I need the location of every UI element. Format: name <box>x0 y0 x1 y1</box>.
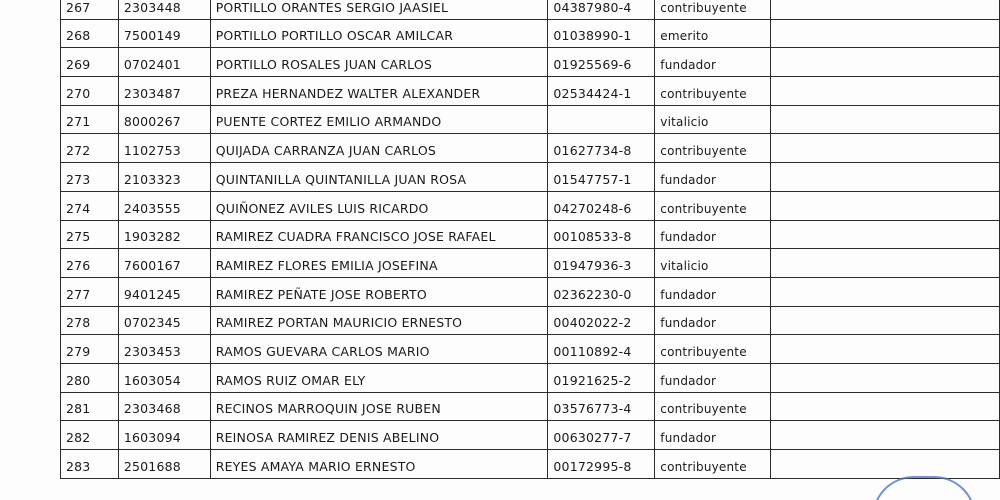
table-row <box>61 0 1000 19</box>
member-type-cell: contribuyente <box>655 335 771 364</box>
member-code-cell: 0702401 <box>118 48 210 77</box>
member-name-cell: RAMIREZ PEÑATE JOSE ROBERTO <box>210 277 548 306</box>
table-row <box>61 363 1000 392</box>
row-number-cell: 280 <box>61 363 119 392</box>
member-type-cell: contribuyente <box>655 392 771 421</box>
row-number-cell: 268 <box>61 19 119 48</box>
table-row <box>61 249 1000 278</box>
row-number-cell: 270 <box>61 77 119 106</box>
member-name-cell: PREZA HERNANDEZ WALTER ALEXANDER <box>210 77 548 106</box>
empty-notes-cell <box>771 249 1000 278</box>
member-name-cell: PORTILLO ORANTES SERGIO JAASIEL <box>210 0 548 19</box>
member-name-cell: QUIJADA CARRANZA JUAN CARLOS <box>210 134 548 163</box>
member-type-cell: vitalicio <box>655 105 771 134</box>
tax-id-cell <box>548 105 655 134</box>
member-code-cell: 2303448 <box>118 0 210 19</box>
empty-notes-cell <box>771 0 1000 19</box>
member-code-cell: 7600167 <box>118 249 210 278</box>
tax-id-cell: 00172995-8 <box>548 450 655 479</box>
empty-notes-cell <box>771 163 1000 192</box>
table-row <box>61 163 1000 192</box>
empty-notes-cell <box>771 19 1000 48</box>
empty-notes-cell <box>771 335 1000 364</box>
tax-id-cell: 00630277-7 <box>548 421 655 450</box>
member-type-cell: contribuyente <box>655 450 771 479</box>
tax-id-cell: 00108533-8 <box>548 220 655 249</box>
row-number-cell: 272 <box>61 134 119 163</box>
empty-notes-cell <box>771 77 1000 106</box>
table-row <box>61 191 1000 220</box>
official-seal-stamp <box>872 476 976 500</box>
tax-id-cell: 01627734-8 <box>548 134 655 163</box>
empty-notes-cell <box>771 306 1000 335</box>
member-name-cell: RAMOS RUIZ OMAR ELY <box>210 363 548 392</box>
row-number-cell: 283 <box>61 450 119 479</box>
table-row <box>61 392 1000 421</box>
member-code-cell: 2303453 <box>118 335 210 364</box>
member-type-cell: fundador <box>655 163 771 192</box>
table-row <box>61 48 1000 77</box>
empty-notes-cell <box>771 421 1000 450</box>
member-name-cell: REINOSA RAMIREZ DENIS ABELINO <box>210 421 548 450</box>
row-number-cell: 278 <box>61 306 119 335</box>
row-number-cell: 267 <box>61 0 119 19</box>
member-roster-table <box>60 0 1000 479</box>
member-type-cell: fundador <box>655 363 771 392</box>
member-name-cell: REYES AMAYA MARIO ERNESTO <box>210 450 548 479</box>
member-code-cell: 2103323 <box>118 163 210 192</box>
member-name-cell: RECINOS MARROQUIN JOSE RUBEN <box>210 392 548 421</box>
row-number-cell: 282 <box>61 421 119 450</box>
member-type-cell: fundador <box>655 277 771 306</box>
table-row <box>61 77 1000 106</box>
table-row <box>61 105 1000 134</box>
empty-notes-cell <box>771 48 1000 77</box>
member-type-cell: fundador <box>655 306 771 335</box>
roster-body <box>61 0 1000 478</box>
empty-notes-cell <box>771 191 1000 220</box>
tax-id-cell: 04270248-6 <box>548 191 655 220</box>
empty-notes-cell <box>771 277 1000 306</box>
empty-notes-cell <box>771 450 1000 479</box>
member-code-cell: 7500149 <box>118 19 210 48</box>
member-type-cell: contribuyente <box>655 77 771 106</box>
tax-id-cell: 01038990-1 <box>548 19 655 48</box>
row-number-cell: 271 <box>61 105 119 134</box>
member-type-cell: contribuyente <box>655 191 771 220</box>
member-name-cell: PORTILLO ROSALES JUAN CARLOS <box>210 48 548 77</box>
empty-notes-cell <box>771 392 1000 421</box>
table-row <box>61 306 1000 335</box>
tax-id-cell: 01547757-1 <box>548 163 655 192</box>
member-code-cell: 8000267 <box>118 105 210 134</box>
member-name-cell: QUIÑONEZ AVILES LUIS RICARDO <box>210 191 548 220</box>
member-type-cell: fundador <box>655 421 771 450</box>
member-name-cell: RAMIREZ CUADRA FRANCISCO JOSE RAFAEL <box>210 220 548 249</box>
member-name-cell: PORTILLO PORTILLO OSCAR AMILCAR <box>210 19 548 48</box>
tax-id-cell: 01947936-3 <box>548 249 655 278</box>
member-type-cell: fundador <box>655 220 771 249</box>
member-code-cell: 1603094 <box>118 421 210 450</box>
member-name-cell: RAMIREZ FLORES EMILIA JOSEFINA <box>210 249 548 278</box>
row-number-cell: 276 <box>61 249 119 278</box>
row-number-cell: 277 <box>61 277 119 306</box>
member-code-cell: 9401245 <box>118 277 210 306</box>
empty-notes-cell <box>771 363 1000 392</box>
member-type-cell: contribuyente <box>655 134 771 163</box>
tax-id-cell: 03576773-4 <box>548 392 655 421</box>
member-type-cell: fundador <box>655 48 771 77</box>
table-row <box>61 450 1000 479</box>
row-number-cell: 273 <box>61 163 119 192</box>
member-name-cell: QUINTANILLA QUINTANILLA JUAN ROSA <box>210 163 548 192</box>
member-type-cell: contribuyente <box>655 0 771 19</box>
member-code-cell: 1603054 <box>118 363 210 392</box>
member-name-cell: PUENTE CORTEZ EMILIO ARMANDO <box>210 105 548 134</box>
row-number-cell: 281 <box>61 392 119 421</box>
tax-id-cell: 00402022-2 <box>548 306 655 335</box>
member-type-cell: emerito <box>655 19 771 48</box>
tax-id-cell: 01925569-6 <box>548 48 655 77</box>
member-code-cell: 2403555 <box>118 191 210 220</box>
member-code-cell: 1102753 <box>118 134 210 163</box>
tax-id-cell: 02362230-0 <box>548 277 655 306</box>
table-row <box>61 134 1000 163</box>
tax-id-cell: 04387980-4 <box>548 0 655 19</box>
member-code-cell: 1903282 <box>118 220 210 249</box>
row-number-cell: 269 <box>61 48 119 77</box>
member-name-cell: RAMIREZ PORTAN MAURICIO ERNESTO <box>210 306 548 335</box>
table-row <box>61 421 1000 450</box>
member-code-cell: 2501688 <box>118 450 210 479</box>
empty-notes-cell <box>771 105 1000 134</box>
row-number-cell: 279 <box>61 335 119 364</box>
empty-notes-cell <box>771 220 1000 249</box>
member-type-cell: vitalicio <box>655 249 771 278</box>
empty-notes-cell <box>771 134 1000 163</box>
member-name-cell: RAMOS GUEVARA CARLOS MARIO <box>210 335 548 364</box>
member-code-cell: 2303487 <box>118 77 210 106</box>
tax-id-cell: 01921625-2 <box>548 363 655 392</box>
member-code-cell: 0702345 <box>118 306 210 335</box>
table-row <box>61 277 1000 306</box>
row-number-cell: 275 <box>61 220 119 249</box>
table-row <box>61 19 1000 48</box>
tax-id-cell: 00110892-4 <box>548 335 655 364</box>
row-number-cell: 274 <box>61 191 119 220</box>
table-row <box>61 335 1000 364</box>
member-code-cell: 2303468 <box>118 392 210 421</box>
tax-id-cell: 02534424-1 <box>548 77 655 106</box>
table-row <box>61 220 1000 249</box>
